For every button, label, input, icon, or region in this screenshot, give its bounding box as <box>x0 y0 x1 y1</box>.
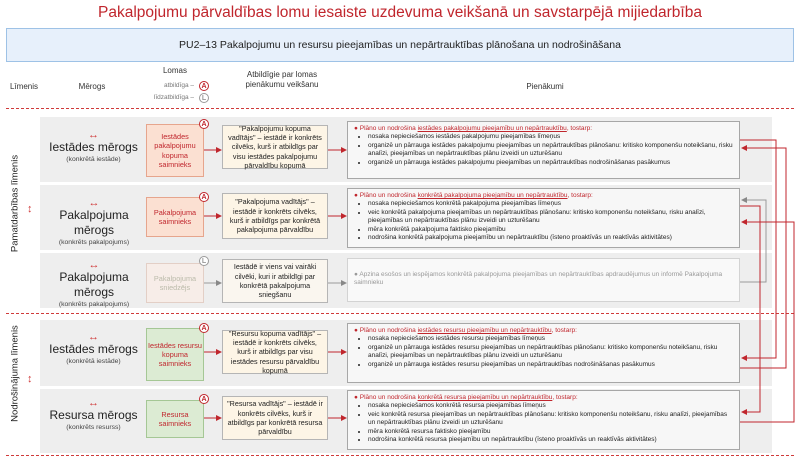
process-banner-label: PU2–13 Pakalpojumu un resursu pieejamības un nepārtrauktības plānošana un nodrošināšana <box>179 39 621 51</box>
duties-row-1: ● Plāno un nodrošina iestādes pakalpojumu pieejamību un nepārtrauktību, tostarp: • nosaka nepieciešamos iestādes pakalpojumu pieejamības līmeņus • organizē un pārrauga iestādes pakalpojumu pieejamības un nepārtrauktības plānošanu: kritisko komponenšu noteikšanu, risku analīzi, pieejamības un nepārtrauktības plānu izveidi un uzturēšanu • organizē un pārrauga iestādes pakalpojumu pieejamības un nepārtrauktības nodrošināšanas pasākumus <box>347 121 740 179</box>
role-4-badge-icon: A <box>199 323 209 333</box>
resp-text: "Resursu kopuma vadītājs" – iestādē ir konkrēts cilvēks, kurš ir atbildīgs par visu iestādes resursu pārvaldību kopumā <box>228 328 322 376</box>
level-support-arrow-icon: ↕ <box>27 373 33 385</box>
role-label: Iestādes resursu kopuma saimnieks <box>148 340 202 369</box>
duty-lead-pre: Plāno un nodrošina <box>359 394 418 401</box>
resp-text: "Pakalpojumu kopuma vadītājs" – iestādē ir konkrēts cilvēks, kurš ir atbildīgs par visu iestādes pakalpojumu pārvaldību kopumā <box>228 123 322 171</box>
duty-item: • organizē un pārrauga iestādes resursu pieejamības un nepārtrauktības plānošanu: kritisko komponenšu noteikšanu, risku analīzi, pieejamības un nepārtrauktības plānu izveidi un uzturēšanu <box>368 344 733 361</box>
resp-text: "Pakalpojuma vadītājs" – iestādē ir konkrēts cilvēks, kurš ir atbildīgs par konkrētā pakalpojuma pārvaldību <box>229 197 321 235</box>
duty-item: • nodrošina konkrētā pakalpojuma pieejamību un nepārtrauktību (īsteno proaktīvās un reaktīvās aktivitātes) <box>368 234 733 242</box>
scale-sub: (konkrētā iestāde) <box>66 358 121 365</box>
scale-name: Iestādes mērogs <box>49 140 138 154</box>
duty-lead-link: konkrētā pakalpojuma pieejamību un nepārtrauktību <box>417 192 568 199</box>
scale-sub: (konkrēts pakalpojums) <box>58 239 130 246</box>
header-roles: Lomas <box>162 66 187 75</box>
scale-name: Iestādes mērogs <box>49 342 138 356</box>
duty-item: • nosaka nepieciešamos konkrētā pakalpojuma pieejamības līmeņus <box>368 200 733 208</box>
duty-lead-link: iestādes pakalpojumu pieejamību un nepārtrauktību <box>417 125 567 132</box>
role-2-badge-icon: A <box>199 192 209 202</box>
scale-arrow-icon: ↔ <box>88 397 99 409</box>
scale-arrow-icon: ↔ <box>88 129 99 141</box>
duty-lead-pre: Plāno un nodrošina <box>359 125 418 132</box>
header-coresponsible: līdzatbildīga – <box>153 94 194 101</box>
duty-lead: ● Apzina esošos un iespējamos konkrētā pakalpojuma pieejamības un nepārtrauktības apdraudējumus un informē Pakalpojuma saimnieku <box>354 271 723 287</box>
duty-lead-link: iestādes resursu pieejamību un nepārtrauktību <box>417 327 552 334</box>
role-label: Resursa saimnieks <box>158 409 192 428</box>
level-operational-arrow-icon: ↕ <box>27 203 33 215</box>
page-title: Pakalpojumu pārvaldības lomu iesaiste uzdevuma veikšanā un savstarpējā mijiedarbība <box>98 4 702 21</box>
role-3-badge-icon: L <box>199 256 209 266</box>
role-label: Pakalpojuma sniedzējs <box>153 273 197 292</box>
header-responsible-people: Atbildīgie par lomas pienākumu veikšanu <box>245 70 319 89</box>
scale-name: Pakalpojuma mērogs <box>59 270 129 299</box>
duty-item: • nodrošina konkrētā resursa pieejamību un nepārtrauktību (īsteno proaktīvās un reaktīvās aktivitātes) <box>368 436 733 444</box>
scale-name: Resursa mērogs <box>49 408 138 422</box>
duty-item: • nosaka nepieciešamos iestādes pakalpojumu pieejamības līmeņus <box>368 133 733 141</box>
scale-sub: (konkrēts resurss) <box>66 424 121 431</box>
duty-item: • organizē un pārrauga iestādes resursu pieejamības un nepārtrauktības nodrošināšanas pasākumus <box>368 361 733 369</box>
header-responsible: atbildīga – <box>164 82 194 89</box>
resp-text: Iestādē ir viens vai vairāki cilvēki, kuri ir atbildīgi par konkrētā pakalpojuma sniegšanu <box>233 262 317 300</box>
role-5-badge-icon: A <box>199 394 209 404</box>
role-label: Iestādes pakalpojumu kopuma saimnieks <box>154 132 196 169</box>
duty-lead-link: konkrētā resursa pieejamību un nepārtrauktību <box>417 394 553 401</box>
duty-lead-pre: Plāno un nodrošina <box>359 327 418 334</box>
duty-item: • veic konkrētā resursa pieejamības un nepārtrauktības plānošanu: kritisko komponenšu noteikšanu, risku analīzi, pieejamības un nepārtrauktības plānu izveidi un uzturēšanu <box>368 411 733 428</box>
duty-lead-pre: Apzina esošos un iespējamos konkrētā pakalpojuma pieejamības un nepārtrauktības apdraudējumus un informē Pakalpojuma saimnieku <box>354 271 723 287</box>
connector-services-to-resources <box>740 140 776 358</box>
level-support-label: Nodrošinājuma līmenis <box>9 325 21 422</box>
duty-item: • organizē un pārrauga iestādes pakalpojumu pieejamības un nepārtrauktības plānošanu: kritisko komponenšu noteikšanu, risku analīzi, pieejamības un nepārtrauktības plānu izveidi un uzturēšanu <box>368 142 733 159</box>
duty-lead-post: , tostarp: <box>566 125 593 132</box>
duty-item: • veic konkrētā pakalpojuma pieejamības un nepārtrauktības plānošanu: kritisko komponenšu noteikšanu, risku analīzi, pieejamības un nepārtrauktības plānu izveidi un uzturēšanu <box>368 209 733 226</box>
scale-arrow-icon: ↔ <box>88 331 99 343</box>
role-label: Pakalpojuma saimnieks <box>153 207 197 226</box>
duty-item: • mēra konkrētā resursa faktisko pieejamību <box>368 428 733 436</box>
level-operational-label: Pamatdarbības līmenis <box>9 154 21 253</box>
scale-sub: (konkrētā iestāde) <box>66 156 121 163</box>
header-duties: Pienākumi <box>526 82 564 91</box>
duty-item: • nosaka nepieciešamos iestādes resursu pieejamības līmeņus <box>368 335 733 343</box>
duties-row-4: ● Plāno un nodrošina iestādes resursu pieejamību un nepārtrauktību, tostarp: • nosaka nepieciešamos iestādes resursu pieejamības līmeņus • organizē un pārrauga iestādes resursu pieejamības un nepārtrauktības plānošanu: kritisko komponenšu noteikšanu, risku analīzi, pieejamības un nepārtrauktības plānu izveidi un uzturēšanu • organizē un pārrauga iestādes resursu pieejamības un nepārtrauktības nodrošināšanas pasākumus <box>347 323 740 383</box>
scale-name: Pakalpojuma mērogs <box>59 208 129 237</box>
duty-lead-pre: Plāno un nodrošina <box>359 192 418 199</box>
scale-arrow-icon: ↔ <box>88 197 100 209</box>
header-level: Līmenis <box>9 82 38 91</box>
header-scale: Mērogs <box>78 82 106 91</box>
duty-item: • organizē un pārrauga iestādes pakalpojumu pieejamības un nepārtrauktības nodrošināšanas pasākumus <box>368 159 733 167</box>
duties-row-5: ● Plāno un nodrošina konkrētā resursa pieejamību un nepārtrauktību, tostarp: • nosaka nepieciešamos konkrētā resursa pieejamības līmeņus • veic konkrētā resursa pieejamības un nepārtrauktības plānošanu: kritisko komponenšu noteikšanu, risku analīzi, pieejamības un nepārtrauktības plānu izveidi un uzturēšanu • mēra konkrētā resursa faktisko pieejamību • nodrošina konkrētā resursa pieejamību un nepārtrauktību (īsteno proaktīvās un reaktīvās aktivitātes) <box>347 390 740 450</box>
duty-lead-post: , tostarp: <box>552 394 578 401</box>
connector-provider-to-service-owner <box>740 200 766 282</box>
resp-text: "Resursa vadītājs" – iestādē ir konkrēts cilvēks, kurš ir atbildīgs par konkrētā resursa pārvaldību <box>227 399 323 437</box>
duties-row-2: ● Plāno un nodrošina konkrētā pakalpojuma pieejamību un nepārtrauktību, tostarp: • nosaka nepieciešamos konkrētā pakalpojuma pieejamības līmeņus • veic konkrētā pakalpojuma pieejamības un nepārtrauktības plānošanu: kritisko komponenšu noteikšanu, risku analīzi, pieejamības un nepārtrauktības plānu izveidi un uzturēšanu • mēra konkrētā pakalpojuma faktisko pieejamību • nodrošina konkrētā pakalpojuma pieejamību un nepārtrauktību (īsteno proaktīvās un reaktīvās aktivitātes) <box>347 188 740 248</box>
connector-service-to-resource <box>740 206 760 412</box>
duty-lead-post: , tostarp: <box>551 327 577 334</box>
duty-item: • mēra konkrētā pakalpojuma faktisko pieejamību <box>368 226 733 234</box>
coresponsible-badge-icon: L <box>199 93 209 103</box>
role-1-badge-icon: A <box>199 119 209 129</box>
duty-lead-post: , tostarp: <box>567 192 593 199</box>
duty-item: • nosaka nepieciešamos konkrētā resursa pieejamības līmeņus <box>368 402 733 410</box>
connector-resources-to-services <box>740 148 786 368</box>
responsible-badge-icon: A <box>199 81 209 91</box>
scale-sub: (konkrēts pakalpojums) <box>58 301 130 308</box>
scale-arrow-icon: ↔ <box>88 259 100 271</box>
